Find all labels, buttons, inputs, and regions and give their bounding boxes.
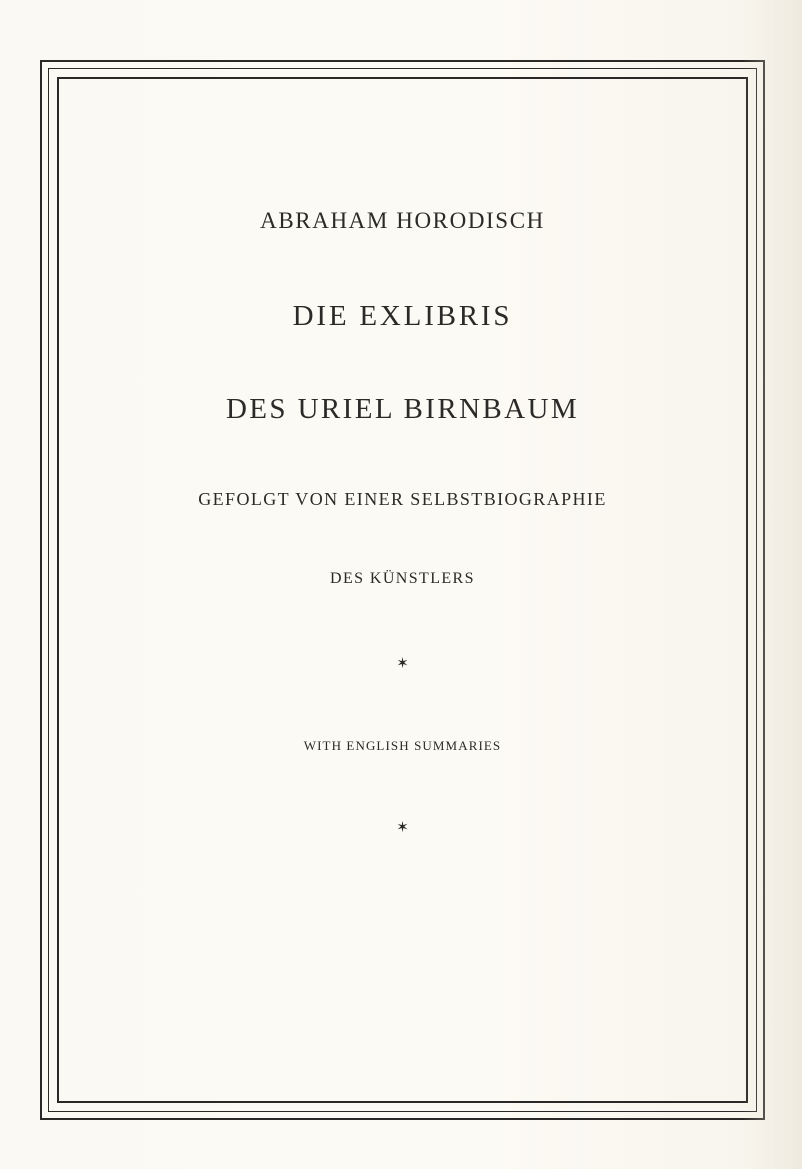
star-ornament-icon: ✶	[396, 818, 409, 836]
subtitle-line-2: DES KÜNSTLERS	[330, 570, 475, 587]
author-name: ABRAHAM HORODISCH	[260, 208, 545, 233]
star-ornament-icon: ✶	[396, 654, 409, 672]
title-line-1: DIE EXLIBRIS	[292, 300, 513, 332]
subtitle-line-1: GEFOLGT VON EINER SELBSTBIOGRAPHIE	[198, 489, 607, 509]
title-line-2: DES URIEL BIRNBAUM	[225, 393, 580, 425]
english-summaries-note: WITH ENGLISH SUMMARIES	[303, 738, 502, 753]
